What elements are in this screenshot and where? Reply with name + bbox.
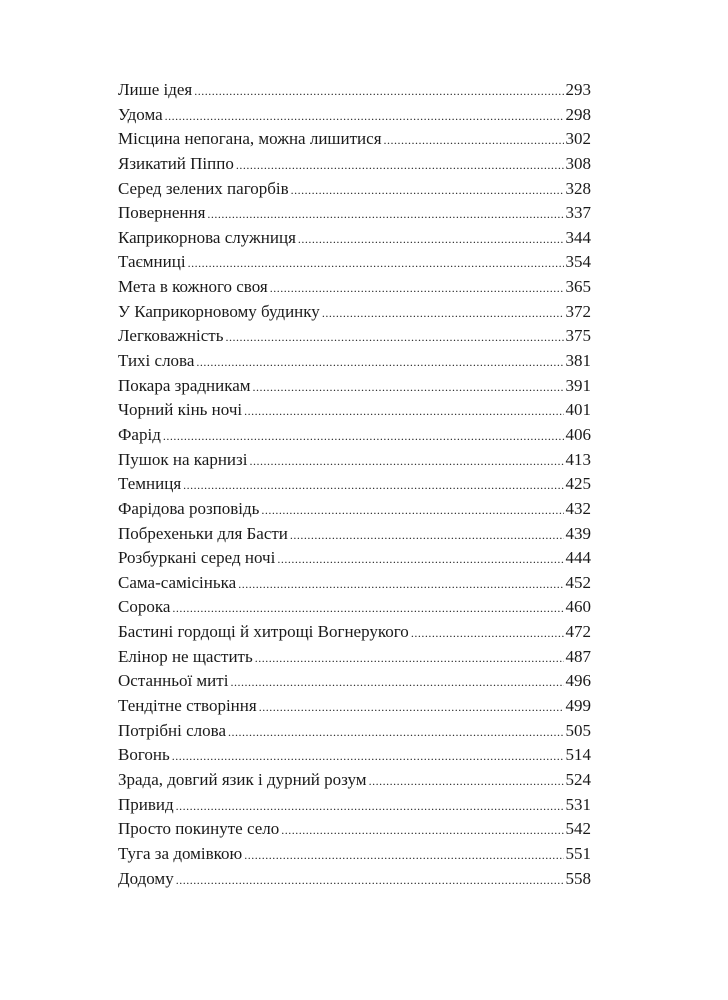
toc-entry-title: Останньої миті: [118, 671, 229, 691]
toc-entry: [118, 743, 591, 768]
toc-entry-page-number: 531: [565, 794, 591, 814]
toc-entry: [118, 768, 591, 793]
toc-entry-title: Мета в кожного своя: [118, 277, 268, 297]
toc-dot-leader: [163, 424, 564, 449]
toc-entry-page-number: 505: [565, 720, 591, 740]
toc-entry-title: У Каприкорновому будинку: [118, 301, 320, 321]
toc-dot-leader: [281, 818, 563, 843]
toc-dot-leader: [261, 498, 563, 523]
toc-entry-title: Сорока: [118, 597, 171, 617]
toc-entry: [118, 595, 591, 620]
toc-entry-page-number: 425: [565, 474, 591, 494]
toc-entry-title: Вогонь: [118, 745, 170, 765]
toc-entry-page-number: 439: [565, 523, 591, 543]
toc-entry-page-number: 452: [565, 572, 591, 592]
toc-entry-title: Привид: [118, 794, 174, 814]
toc-entry-title: Язикатий Піппо: [118, 153, 234, 173]
toc-dot-leader: [249, 449, 563, 474]
toc-entry-title: Таємниці: [118, 252, 186, 272]
toc-entry-title: Удома: [118, 104, 163, 124]
toc-dot-leader: [277, 547, 563, 572]
toc-dot-leader: [228, 720, 563, 745]
toc-entry-title: Розбуркані серед ночі: [118, 548, 276, 568]
toc-entry-page-number: 542: [565, 819, 591, 839]
toc-dot-leader: [225, 325, 563, 350]
toc-entry: [118, 793, 591, 818]
toc-entry-page-number: 413: [565, 449, 591, 469]
toc-entry-page-number: 372: [565, 301, 591, 321]
toc-entry: [118, 201, 591, 226]
toc-entry-title: Чорний кінь ночі: [118, 400, 243, 420]
toc-entry: [118, 374, 591, 399]
toc-entry-page-number: 432: [565, 498, 591, 518]
toc-dot-leader: [176, 794, 564, 819]
toc-dot-leader: [411, 621, 564, 646]
toc-entry-title: Просто покинуте село: [118, 819, 280, 839]
toc-dot-leader: [244, 843, 563, 868]
toc-entry-title: Тендітне створіння: [118, 696, 257, 716]
toc-entry-title: Покара зрадникам: [118, 375, 251, 395]
toc-dot-leader: [244, 399, 563, 424]
toc-entry-page-number: 391: [565, 375, 591, 395]
toc-entry-title: Потрібні слова: [118, 720, 227, 740]
toc-entry-page-number: 496: [565, 671, 591, 691]
toc-dot-leader: [207, 202, 563, 227]
toc-entry-page-number: 375: [565, 326, 591, 346]
toc-entry-title: Бастині гордощі й хитрощі Вогнерукого: [118, 622, 409, 642]
toc-dot-leader: [194, 79, 563, 104]
toc-entry-page-number: 401: [565, 400, 591, 420]
toc-entry: [118, 620, 591, 645]
toc-entry: [118, 719, 591, 744]
toc-entry: [118, 152, 591, 177]
toc-entry: [118, 817, 591, 842]
toc-dot-leader: [236, 153, 564, 178]
toc-entry-title: Лише ідея: [118, 80, 193, 99]
toc-entry-page-number: 308: [565, 153, 591, 173]
toc-dot-leader: [238, 572, 563, 597]
toc-entry-title: Місцина непогана, можна лишитися: [118, 129, 382, 149]
toc-entry: [118, 522, 591, 547]
toc-entry: [118, 349, 591, 374]
toc-entry-title: Зрада, довгий язик і дурний розум: [118, 769, 367, 789]
toc-entry: [118, 324, 591, 349]
toc-dot-leader: [172, 596, 563, 621]
toc-entry-page-number: 328: [565, 178, 591, 198]
toc-entry-page-number: 365: [565, 277, 591, 297]
toc-dot-leader: [291, 178, 564, 203]
toc-entry-title: Елінор не щастить: [118, 646, 253, 666]
toc-entry: [118, 571, 591, 596]
toc-entry-page-number: 444: [565, 548, 591, 568]
toc-dot-leader: [384, 128, 564, 153]
toc-dot-leader: [230, 670, 563, 695]
toc-entry: [118, 472, 591, 497]
toc-entry: [118, 250, 591, 275]
toc-entry: [118, 694, 591, 719]
toc-entry: [118, 867, 591, 892]
toc-entry: [118, 226, 591, 251]
toc-dot-leader: [176, 868, 564, 893]
toc-dot-leader: [270, 276, 564, 301]
toc-dot-leader: [259, 695, 564, 720]
toc-dot-leader: [369, 769, 564, 794]
toc-dot-leader: [322, 301, 564, 326]
table-of-contents: [118, 78, 591, 891]
toc-entry: [118, 842, 591, 867]
toc-entry: [118, 398, 591, 423]
toc-dot-leader: [165, 104, 564, 129]
toc-entry: [118, 423, 591, 448]
toc-entry-title: Побрехеньки для Басти: [118, 523, 288, 543]
toc-dot-leader: [196, 350, 563, 375]
toc-entry-page-number: 472: [565, 622, 591, 642]
toc-entry: [118, 300, 591, 325]
toc-dot-leader: [253, 375, 564, 400]
toc-entry-page-number: 337: [565, 203, 591, 223]
toc-entry: [118, 497, 591, 522]
toc-entry-title: Сама-самісінька: [118, 572, 237, 592]
toc-dot-leader: [298, 227, 564, 252]
toc-entry-page-number: 514: [565, 745, 591, 765]
toc-entry-title: Серед зелених пагорбів: [118, 178, 289, 198]
toc-entry-title: Каприкорнова служниця: [118, 227, 296, 247]
toc-entry-page-number: 381: [565, 351, 591, 371]
toc-entry-page-number: 551: [565, 843, 591, 863]
toc-entry-page-number: 344: [565, 227, 591, 247]
toc-entry-title: Темниця: [118, 474, 182, 494]
toc-dot-leader: [290, 523, 564, 548]
toc-entry-title: Повернення: [118, 203, 206, 223]
toc-entry: [118, 645, 591, 670]
toc-entry-title: Пушок на карнизі: [118, 449, 248, 469]
toc-entry: [118, 546, 591, 571]
toc-entry-page-number: 499: [565, 696, 591, 716]
toc-dot-leader: [183, 473, 563, 498]
toc-entry: [118, 78, 591, 103]
toc-entry-page-number: 293: [565, 80, 591, 99]
toc-entry-page-number: 460: [565, 597, 591, 617]
toc-entry-page-number: 406: [565, 424, 591, 444]
toc-entry-page-number: 302: [565, 129, 591, 149]
toc-entry-page-number: 524: [565, 769, 591, 789]
toc-entry: [118, 669, 591, 694]
toc-entry-page-number: 354: [565, 252, 591, 272]
toc-entry-title: Тихі слова: [118, 351, 195, 371]
toc-entry-title: Додому: [118, 868, 174, 888]
toc-entry-title: Туга за домівкою: [118, 843, 243, 863]
toc-entry-page-number: 298: [565, 104, 591, 124]
toc-entry: [118, 177, 591, 202]
toc-entry-page-number: 487: [565, 646, 591, 666]
toc-dot-leader: [255, 646, 564, 671]
toc-entry-title: Фарідова розповідь: [118, 498, 260, 518]
toc-dot-leader: [188, 251, 564, 276]
toc-dot-leader: [172, 744, 564, 769]
toc-entry-title: Легковажність: [118, 326, 224, 346]
toc-entry: [118, 275, 591, 300]
toc-entry-title: Фарід: [118, 424, 161, 444]
toc-entry: [118, 127, 591, 152]
toc-entry: [118, 448, 591, 473]
toc-entry-page-number: 558: [565, 868, 591, 888]
toc-entry: [118, 103, 591, 128]
